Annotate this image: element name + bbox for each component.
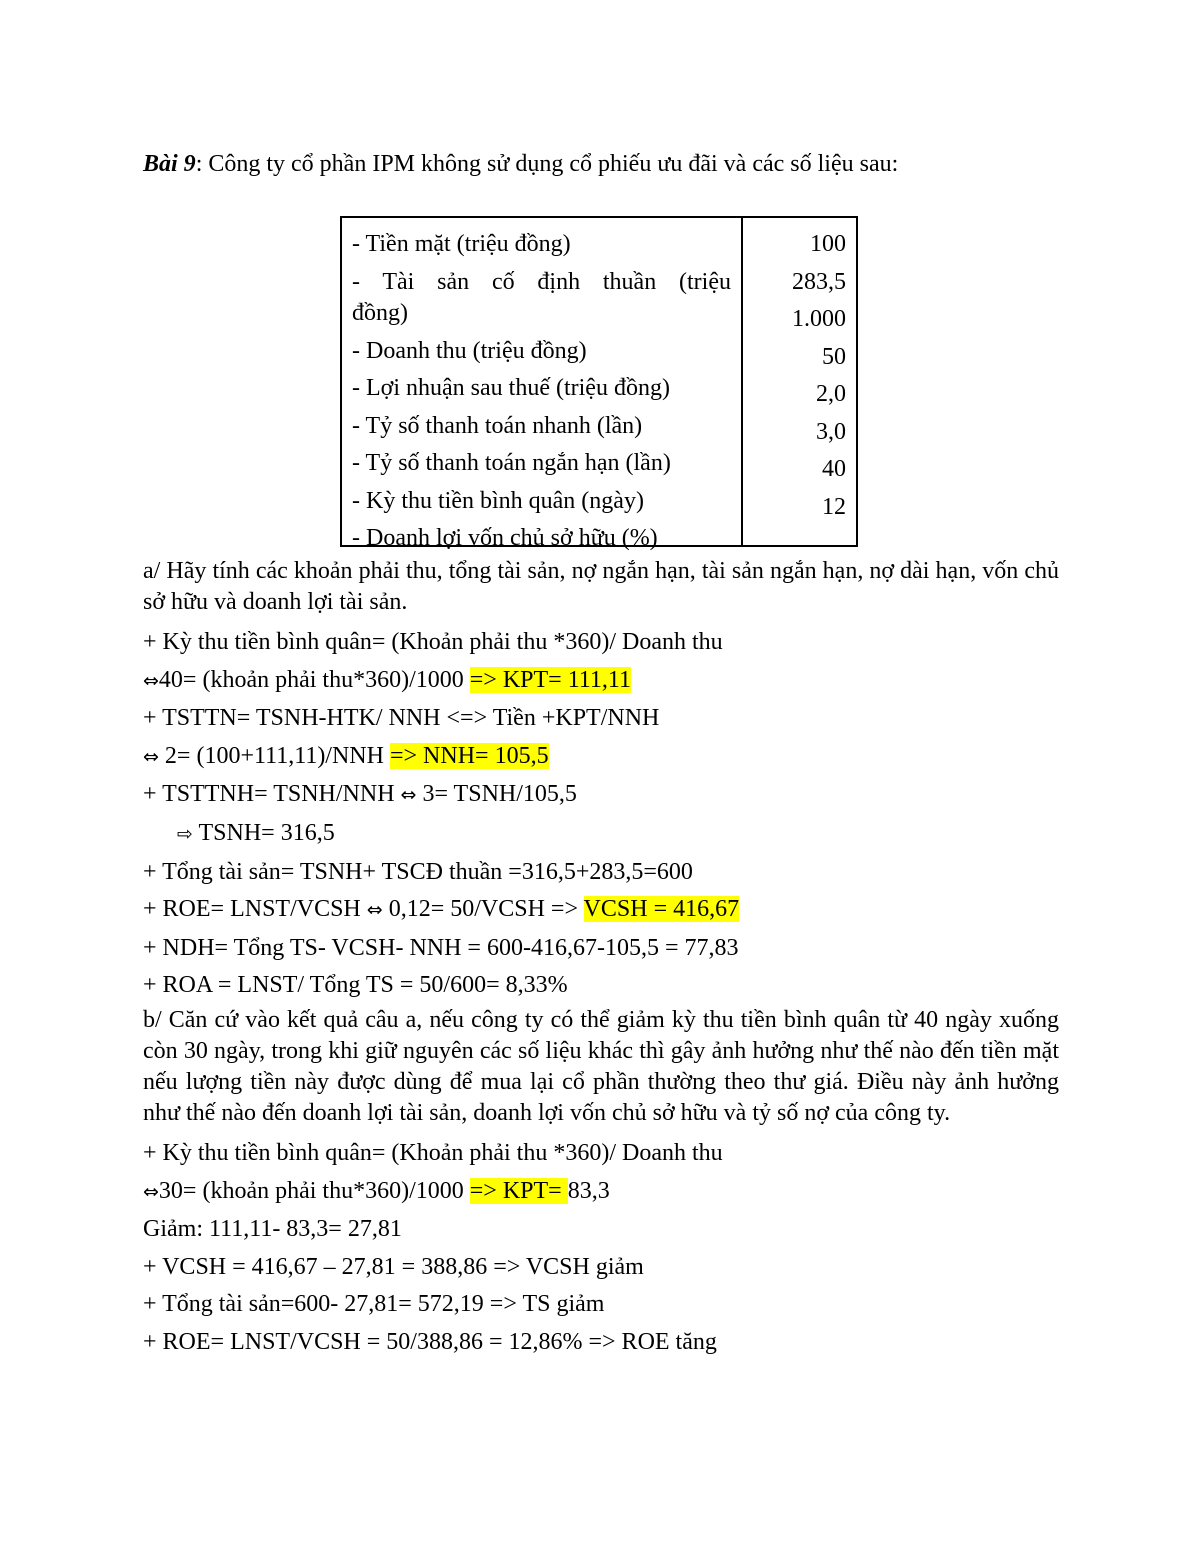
part-b-line: ⇔30= (khoản phải thu*360)/1000 => KPT= 83,3: [143, 1177, 610, 1204]
part-a-line: + TSTTN= TSNH-HTK/ NNH <=> Tiền +KPT/NNH: [143, 705, 660, 732]
part-b-line: + VCSH = 416,67 – 27,81 = 388,86 => VCSH giảm: [143, 1253, 644, 1280]
part-a-line: + ROA = LNST/ Tổng TS = 50/600= 8,33%: [143, 972, 568, 999]
table-label: đồng): [352, 299, 408, 326]
highlighted-result: => KPT= 111,11: [469, 666, 632, 693]
part-a-line: + Kỳ thu tiền bình quân= (Khoản phải thu *360)/ Doanh thu: [143, 629, 723, 655]
table-value: 283,5: [792, 268, 846, 295]
exercise-intro: : Công ty cổ phần IPM không sử dụng cổ phiếu ưu đãi và các số liệu sau:: [195, 151, 899, 177]
part-a-line: + NDH= Tổng TS- VCSH- NNH = 600-416,67-105,5 = 77,83: [143, 934, 739, 961]
part-a-line: ⇔ 2= (100+111,11)/NNH => NNH= 105,5: [143, 742, 549, 769]
solution-body: [143, 556, 1059, 1362]
table-label: - Lợi nhuận sau thuế (triệu đồng): [352, 375, 670, 401]
table-value: 12: [822, 493, 846, 520]
table-value: 40: [822, 456, 846, 482]
part-a-line: + ROE= LNST/VCSH ⇔ 0,12= 50/VCSH => VCSH = 416,67: [143, 896, 740, 923]
equivalence-arrow-icon: ⇔: [366, 899, 383, 922]
part-a-question: a/ Hãy tính các khoản phải thu, tổng tài sản, nợ ngắn hạn, tài sản ngắn hạn, nợ dài hạn, vốn chủ sở hữu và doanh lợi tài sản.: [143, 558, 1059, 615]
table-label: - Tiền mặt (triệu đồng): [352, 231, 571, 257]
highlighted-result: VCSH = 416,67: [583, 896, 740, 923]
table-value: 1.000: [792, 306, 846, 332]
part-b-line: + Kỳ thu tiền bình quân= (Khoản phải thu *360)/ Doanh thu: [143, 1139, 723, 1166]
part-b-line: + ROE= LNST/VCSH = 50/388,86 = 12,86% => ROE tăng: [143, 1328, 717, 1355]
equivalence-arrow-icon: ⇔: [143, 745, 159, 768]
equivalence-arrow-icon: ⇔: [143, 1180, 159, 1203]
table-value: 2,0: [816, 381, 846, 407]
table-label: - Doanh thu (triệu đồng): [352, 337, 587, 364]
table-value-column: [743, 218, 856, 545]
table-label-column: [342, 218, 743, 551]
table-value: 100: [810, 231, 846, 257]
highlighted-result: => KPT=: [469, 1177, 568, 1204]
part-a-line: ⇔40= (khoản phải thu*360)/1000 => KPT= 111,11: [143, 666, 632, 693]
exercise-number: Bài 9: [143, 151, 196, 177]
part-a-line: + Tổng tài sản= TSNH+ TSCĐ thuần =316,5+283,5=600: [143, 858, 693, 885]
highlighted-result: => NNH= 105,5: [389, 742, 549, 769]
data-table: [340, 216, 858, 551]
equivalence-arrow-icon: ⇔: [400, 784, 417, 807]
part-b-question: b/ Căn cứ vào kết quả câu a, nếu công ty có thể giảm kỳ thu tiền bình quân từ 40 ngày xuống còn 30 ngày, trong khi giữ nguyên các số liệu khác thì gây ảnh hưởng như thế nào đến tiền mặt nếu lượng tiền này được dùng để mua lại cổ phần thường theo thư giá. Điều này ảnh hưởng như thế nào đến doanh lợi tài sản, doanh lợi vốn chủ sở hữu và tỷ số nợ của công ty.: [143, 1006, 1059, 1126]
equivalence-arrow-icon: ⇔: [143, 669, 159, 692]
part-b-line: + Tổng tài sản=600- 27,81= 572,19 => TS giảm: [143, 1291, 605, 1318]
table-label: - Tỷ số thanh toán ngắn hạn (lần): [352, 450, 671, 476]
table-label: - Doanh lợi vốn chủ sở hữu (%): [352, 525, 658, 551]
exercise-heading: [143, 146, 898, 182]
table-label: - Tài sản cố định thuần (triệu: [352, 268, 731, 295]
implies-arrow-icon: ⇨: [177, 822, 193, 845]
table-value: 3,0: [816, 418, 846, 445]
part-a-line: + TSTTNH= TSNH/NNH ⇔ 3= TSNH/105,5: [143, 781, 577, 808]
table-label: - Tỷ số thanh toán nhanh (lần): [352, 412, 643, 439]
table-value: 50: [822, 343, 846, 370]
table-label: - Kỳ thu tiền bình quân (ngày): [352, 487, 644, 514]
part-b-line: Giảm: 111,11- 83,3= 27,81: [143, 1216, 402, 1243]
part-a-line: ⇨ TSNH= 316,5: [177, 819, 335, 846]
